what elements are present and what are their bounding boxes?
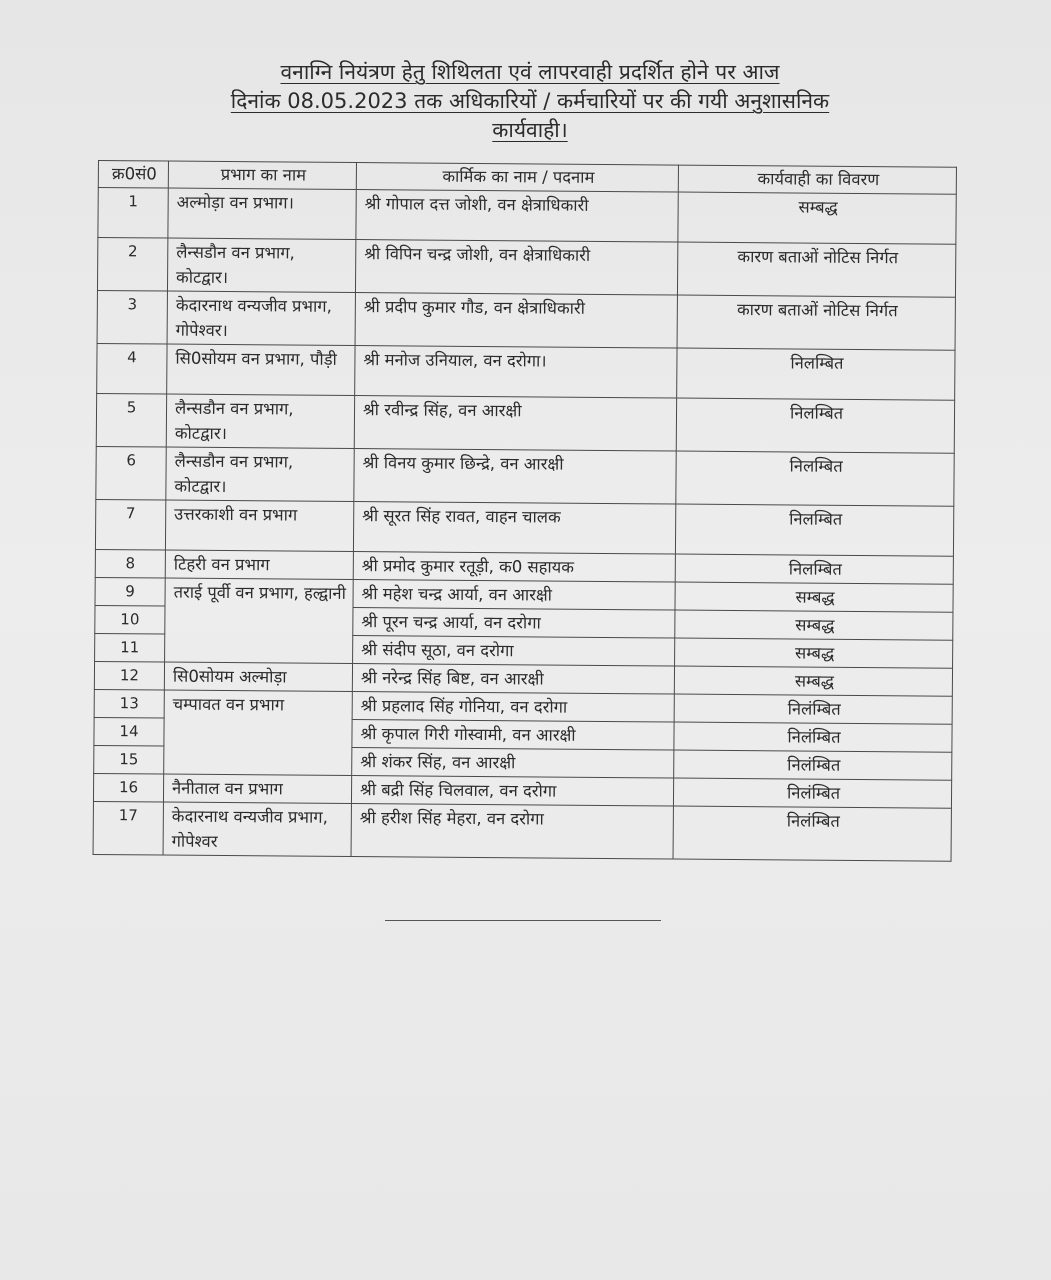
cell-name: श्री विनय कुमार छिन्द्रे, वन आरक्षी [354, 449, 676, 505]
cell-sno: 15 [94, 745, 164, 774]
cell-sno: 8 [95, 549, 165, 578]
cell-action: निलम्बित [675, 504, 953, 556]
table-row [96, 446, 954, 506]
cell-action: कारण बताओं नोटिस निर्गत [677, 295, 955, 350]
cell-sno: 13 [94, 689, 164, 718]
cell-action: निलम्बित [675, 554, 953, 584]
cell-division: सि0सोयम वन प्रभाग, पौड़ी [167, 344, 355, 395]
cell-name: श्री विपिन चन्द्र जोशी, वन क्षेत्राधिकारी [355, 240, 677, 296]
table-row [98, 188, 956, 245]
cell-action: निलंम्बित [674, 694, 952, 724]
cell-sno: 11 [95, 633, 165, 662]
cell-name: श्री बद्री सिंह चिलवाल, वन दरोगा [351, 776, 673, 807]
cell-action: कारण बताओं नोटिस निर्गत [677, 242, 955, 297]
header-division-name: प्रभाग का नाम [168, 161, 356, 189]
cell-name: श्री गोपाल दत्त जोशी, वन क्षेत्राधिकारी [356, 190, 678, 243]
end-divider-line [385, 920, 661, 921]
cell-sno: 9 [95, 577, 165, 606]
table-row [97, 290, 955, 350]
cell-name: श्री संदीप सूठा, वन दरोगा [353, 636, 675, 667]
cell-action: निलंम्बित [673, 806, 951, 861]
header-action-details: कार्यवाही का विवरण [678, 165, 956, 194]
cell-sno: 16 [93, 773, 163, 802]
table-row [94, 689, 952, 724]
cell-sno: 6 [96, 446, 166, 500]
cell-division: नैनीताल वन प्रभाग [163, 774, 351, 803]
cell-name: श्री सूरत सिंह रावत, वाहन चालक [353, 502, 675, 555]
table-row [93, 801, 951, 861]
cell-name: श्री महेश चन्द्र आर्या, वन आरक्षी [353, 580, 675, 611]
cell-division: उत्तरकाशी वन प्रभाग [165, 500, 353, 551]
cell-sno: 4 [97, 343, 167, 394]
cell-division: लैन्सडौन वन प्रभाग, कोटद्वार। [166, 447, 354, 501]
header-serial-number: क्र0सं0 [98, 161, 168, 189]
cell-division: केदारनाथ वन्यजीव प्रभाग, गोपेश्वर [163, 802, 351, 856]
cell-action: निलंम्बित [674, 750, 952, 780]
cell-sno: 5 [96, 393, 166, 447]
cell-action: सम्बद्ध [675, 610, 953, 640]
cell-division: केदारनाथ वन्यजीव प्रभाग, गोपेश्वर। [167, 291, 355, 345]
table-row [96, 393, 954, 453]
cell-division: लैन्सडौन वन प्रभाग, कोटद्वार। [166, 394, 354, 448]
table-row [97, 238, 955, 298]
cell-action: सम्बद्ध [675, 582, 953, 612]
heading-line-1: वनाग्नि नियंत्रण हेतु शिथिलता एवं लापरवाही प्रदर्शित होने पर आज [280, 60, 780, 84]
cell-name: श्री प्रमोद कुमार रतूड़ी, क0 सहायक [353, 552, 675, 583]
cell-division: अल्मोड़ा वन प्रभाग। [168, 188, 356, 239]
cell-sno: 14 [94, 717, 164, 746]
cell-name: श्री पूरन चन्द्र आर्या, वन दरोगा [353, 608, 675, 639]
cell-division: टिहरी वन प्रभाग [165, 550, 353, 579]
cell-name: श्री प्रदीप कुमार गौड, वन क्षेत्राधिकारी [355, 293, 677, 349]
cell-name: श्री मनोज उनियाल, वन दरोगा। [355, 346, 677, 399]
document-heading [150, 58, 910, 145]
cell-division: लैन्सडौन वन प्रभाग, कोटद्वार। [167, 238, 355, 292]
cell-sno: 12 [94, 661, 164, 690]
cell-action: सम्बद्ध [678, 192, 956, 244]
cell-action: निलम्बित [677, 348, 955, 400]
disciplinary-action-table [93, 160, 957, 862]
heading-line-3: कार्यवाही। [492, 118, 568, 142]
cell-sno: 10 [95, 605, 165, 634]
cell-sno: 2 [97, 238, 167, 292]
cell-action: निलंम्बित [673, 778, 951, 808]
cell-name: श्री शंकर सिंह, वन आरक्षी [352, 748, 674, 779]
cell-action: सम्बद्ध [675, 638, 953, 668]
cell-action: सम्बद्ध [674, 666, 952, 696]
cell-action: निलम्बित [676, 451, 954, 506]
cell-name: श्री रवीन्द्र सिंह, वन आरक्षी [354, 396, 676, 452]
cell-name: श्री नरेन्द्र सिंह बिष्ट, वन आरक्षी [352, 664, 674, 695]
cell-sno: 1 [98, 188, 168, 239]
table-row [97, 343, 955, 400]
cell-name: श्री प्रहलाद सिंह गोनिया, वन दरोगा [352, 692, 674, 723]
cell-sno: 3 [97, 290, 167, 344]
cell-name: श्री कृपाल गिरी गोस्वामी, वन आरक्षी [352, 720, 674, 751]
cell-division: तराई पूर्वी वन प्रभाग, हल्द्वानी [165, 578, 354, 663]
table-row [95, 499, 953, 556]
cell-sno: 17 [93, 801, 163, 855]
cell-action: निलम्बित [676, 398, 954, 453]
cell-sno: 7 [95, 499, 165, 550]
table-row [95, 577, 953, 612]
cell-division: चम्पावत वन प्रभाग [164, 690, 353, 775]
cell-action: निलंम्बित [674, 722, 952, 752]
cell-name: श्री हरीश सिंह मेहरा, वन दरोगा [351, 804, 673, 860]
header-personnel-name: कार्मिक का नाम / पदनाम [356, 163, 678, 193]
heading-line-2: दिनांक 08.05.2023 तक अधिकारियों / कर्मचारियों पर की गयी अनुशासनिक [230, 89, 830, 113]
cell-division: सि0सोयम अल्मोड़ा [164, 662, 352, 691]
